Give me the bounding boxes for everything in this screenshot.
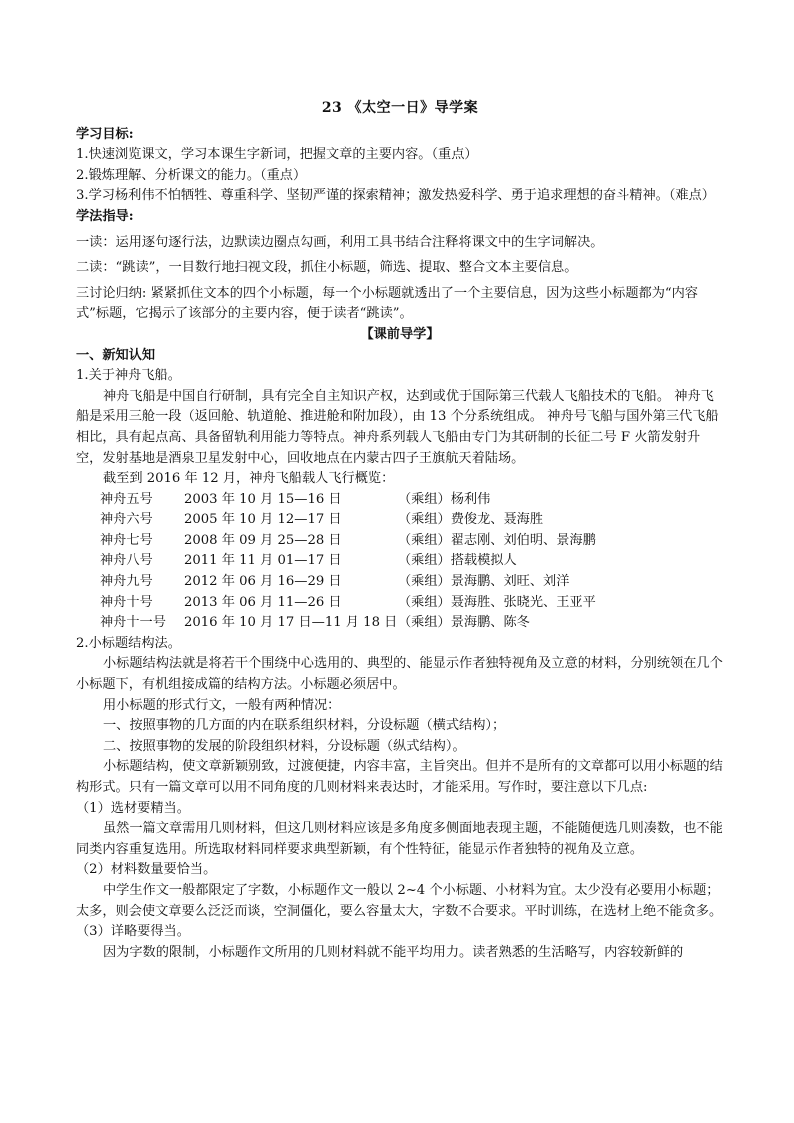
flight-date: 2013 年 06 月 11—26 日 — [184, 594, 342, 610]
flight-date: 2016 年 10 月 17 日—11 月 18 日 — [184, 615, 398, 631]
table-row — [100, 551, 596, 572]
method-heading: 学法指导: — [76, 208, 134, 224]
flight-crew: （乘组）搭载模拟人 — [398, 553, 517, 569]
flight-crew: （乘组）杨利伟 — [398, 491, 491, 507]
goals-heading: 学习目标: — [76, 126, 134, 142]
item1-paragraph: 神舟飞船是中国自行研制，具有完全自主知识产权，达到或优于国际第三代载人飞船技术的飞船。 神舟飞船是采用三舱一段（返回舱、轨道舱、推进舱和附加段），由 13 个分系统组成。 神舟号飞船与国外第三代飞船相比，具有起点高、具备留轨利用能力等特点。神舟系列载人飞船由专门为其研制的长征二号 F 火箭发射升空，发射基地是酒泉卫星发射中心，回收地点在内蒙古四子王旗航天着陆场。 — [76, 388, 719, 466]
table-row — [100, 593, 596, 614]
flight-crew: （乘组）聂海胜、张晓光、王亚平 — [398, 594, 596, 610]
item2-paragraph: 二、按照事物的发展的阶段组织材料，分设标题（纵式结构）。 — [103, 738, 466, 754]
point1-heading: （1）选材要精当。 — [76, 800, 190, 816]
document-title: 23 《太空一日》导学案 — [321, 100, 479, 116]
flight-name: 神舟十号 — [100, 594, 153, 610]
flight-date: 2012 年 06 月 16—29 日 — [184, 574, 342, 590]
point2-paragraph: 中学生作文一般都限定了字数，小标题作文一般以 2~4 个小标题、小材料为宜。太少没有必要用小标题；太多，则会使文章要么泛泛而谈，空洞僵化，要么容量太大，字数不合要求。平时训练，在选材上绝不能贪多。 — [76, 882, 723, 919]
section-heading: 【课前导学】 — [360, 326, 440, 342]
method-item: 三讨论归纳: 紧紧抓住文本的四个小标题，每一个小标题就透出了一个主要信息，因为这些小标题都为“内容式”标题，它揭示了该部分的主要内容，便于读者“跳读”。 — [76, 285, 698, 322]
item2-paragraph: 一、按照事物的几方面的内在联系组织材料，分设标题（横式结构）； — [103, 718, 506, 734]
item2-paragraph: 用小标题的形式行文，一般有两种情况： — [103, 697, 341, 713]
flight-table — [100, 490, 596, 634]
goal-item: 3.学习杨利伟不怕牺牲、尊重科学、坚韧严谨的探索精神；激发热爱科学、勇于追求理想的奋斗精神。（难点） — [76, 188, 715, 204]
flight-date: 2005 年 10 月 12—17 日 — [184, 512, 342, 528]
point2-heading: （2）材料数量要恰当。 — [76, 862, 217, 878]
table-intro: 截至到 2016 年 12 月，神舟飞船载人飞行概览： — [103, 471, 395, 487]
goal-item: 2.锻炼理解、分析课文的能力。（重点） — [76, 167, 307, 183]
method-item: 二读：“跳读”，一目数行地扫视文段，抓住小标题，筛选、提取、整合文本主要信息。 — [76, 260, 578, 276]
table-row — [100, 490, 596, 511]
part1-heading: 一、新知认知 — [76, 347, 156, 363]
flight-name: 神舟十一号 — [100, 615, 166, 631]
table-row — [100, 531, 596, 552]
method-item: 一读：运用逐句逐行法，边默读边圈点勾画，利用工具书结合注释将课文中的生字词解决。 — [76, 234, 604, 250]
flight-crew: （乘组）景海鹏、陈冬 — [398, 615, 530, 631]
table-row — [100, 613, 596, 634]
flight-name: 神舟七号 — [100, 532, 153, 548]
point3-heading: （3）详略要得当。 — [76, 924, 190, 940]
item2-heading: 2.小标题结构法。 — [76, 635, 181, 651]
flight-name: 神舟八号 — [100, 553, 153, 569]
point1-paragraph: 虽然一篇文章需用几则材料，但这几则材料应该是多角度多侧面地表现主题，不能随便选几则凑数，也不能同类内容重复选用。所选取材料同样要求典型新颖，有个性特征，能显示作者独特的视角及立意。 — [76, 821, 723, 857]
flight-crew: （乘组）费俊龙、聂海胜 — [398, 512, 544, 528]
item2-paragraph: 小标题结构，使文章新颖别致，过渡便捷，内容丰富，主旨突出。但并不是所有的文章都可以用小标题的结构形式。只有一篇文章可以用不同角度的几则材料来表达时，才能采用。写作时，要注意以下几点: — [76, 759, 723, 795]
flight-date: 2003 年 10 月 15—16 日 — [184, 491, 342, 507]
goal-item: 1.快速浏览课文，学习本课生字新词，把握文章的主要内容。（重点） — [76, 147, 478, 163]
table-row — [100, 510, 596, 531]
flight-name: 神舟五号 — [100, 491, 153, 507]
flight-date: 2008 年 09 月 25—28 日 — [184, 532, 342, 548]
item2-paragraph: 小标题结构法就是将若干个围绕中心选用的、典型的、能显示作者独特视角及立意的材料，分别统领在几个小标题下，有机组接成篇的结构方法。小标题必须居中。 — [76, 656, 723, 693]
item1-heading: 1.关于神舟飞船。 — [76, 368, 181, 384]
flight-crew: （乘组）翟志刚、刘伯明、景海鹏 — [398, 532, 596, 548]
table-row — [100, 572, 596, 593]
flight-name: 神舟六号 — [100, 512, 153, 528]
point3-paragraph: 因为字数的限制，小标题作文所用的几则材料就不能平均用力。读者熟悉的生活略写，内容较新鲜的 — [103, 944, 684, 960]
flight-crew: （乘组）景海鹏、刘旺、刘洋 — [398, 574, 570, 590]
flight-name: 神舟九号 — [100, 574, 153, 590]
flight-date: 2011 年 11 月 01—17 日 — [184, 553, 342, 569]
document-page — [76, 98, 724, 963]
